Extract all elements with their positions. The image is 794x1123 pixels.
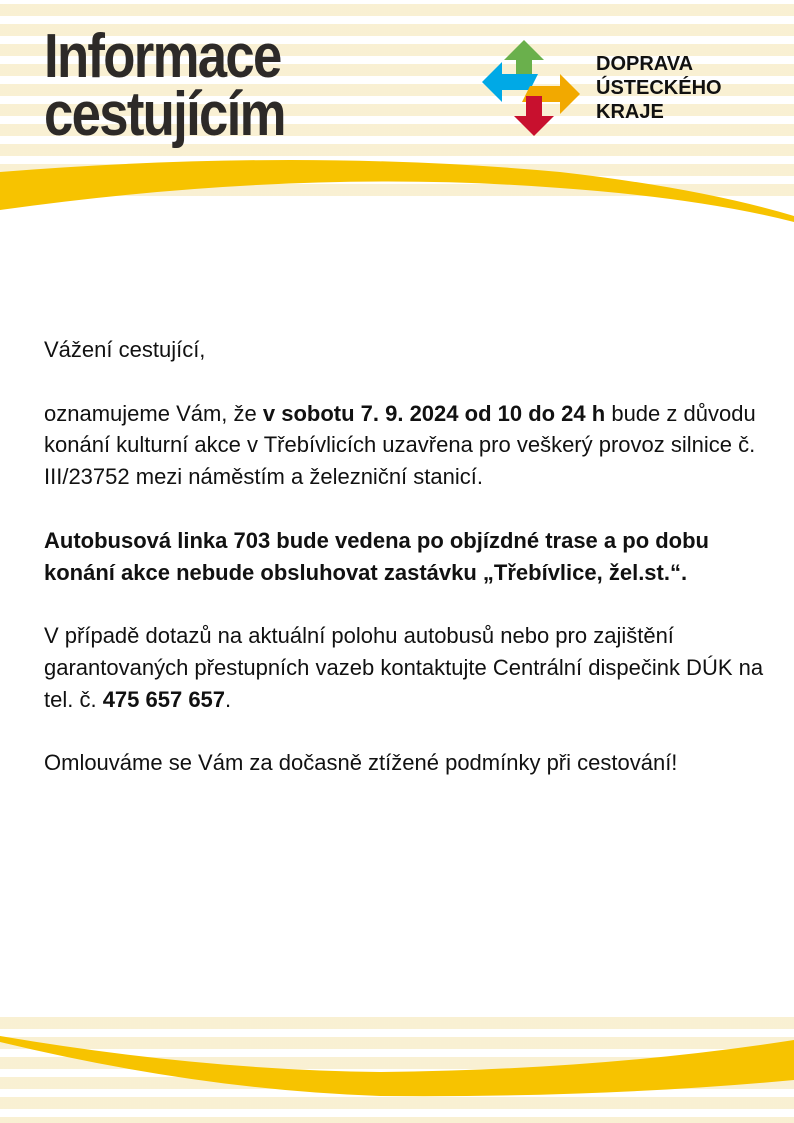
greeting: Vážení cestující, [44,337,206,362]
logo-line-1: DOPRAVA [596,53,694,75]
top-swoosh [0,150,794,230]
detour-text: Autobusová linka 703 bude vedena po objízdné trase a po dobu konání akce nebude obsluhovat zastávku „Třebívlice, žel.st.“. [44,527,709,585]
duk-logo-text [596,52,722,124]
p1-text-a: oznamujeme Vám, že [44,400,263,426]
paragraph-closure [44,398,764,493]
p1-text-b: bude z důvodu konání kulturní akce v Třebívlicích uzavřena pro veškerý provoz silnice č. III/23752 mezi náměstím a železniční stanicí. [44,400,756,490]
paragraph-contact [44,620,764,715]
page-title [44,22,285,149]
closure-date: v sobotu 7. 9. 2024 od 10 do 24 h [262,400,606,426]
paragraph-detour [44,525,764,589]
logo-line-2: ÚSTECKÉHO [596,77,722,99]
logo-line-3: KRAJE [596,101,664,123]
paragraph-apology: Omlouváme se Vám za dočasně ztížené podmínky při cestování! [44,750,678,776]
p3-text-a: V případě dotazů na aktuální polohu autobusů nebo pro zajištění garantovaných přestupních vazeb kontaktujte Centrální dispečink DÚK na tel. č. [44,623,764,712]
notice-body [44,334,764,811]
dispatch-phone: 475 657 657 [102,686,226,712]
bottom-swoosh [0,1030,794,1110]
title-line-1: Informace [44,22,281,91]
title-line-2: cestujícím [44,80,285,149]
p3-text-b: . [225,686,232,712]
